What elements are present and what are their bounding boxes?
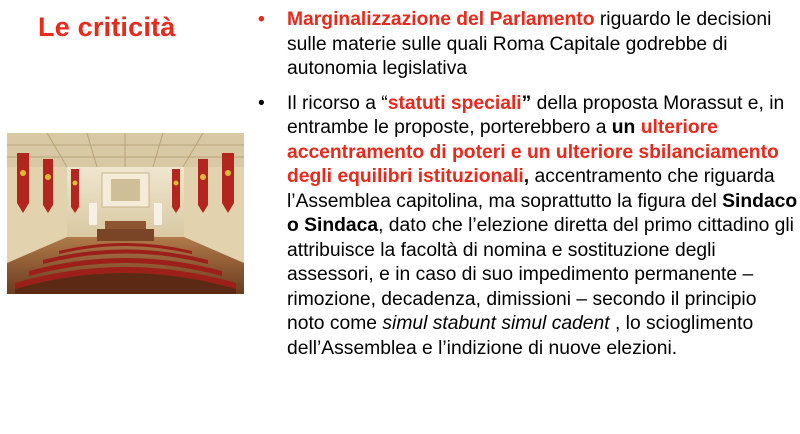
bullet-marker-1: • <box>258 9 265 30</box>
chamber-photo <box>7 133 244 294</box>
bullet-2-italic-latin: simul stabunt simul cadent <box>382 313 610 334</box>
bullet-2-text-2: della proposta Morassut e, in entrambe le proposte, porterebbero a <box>287 92 785 138</box>
bullet-2-text-4: , dato che l’elezione diretta del primo cittadino gli attribuisce la facoltà di nomina e sostituzione degli assessori, e in caso di suo impedimento permanente – rimozione, decadenza, dimissioni – secondo il principio noto come <box>287 215 794 334</box>
bullet-2-text-3: accentramento che riguarda l’Assemblea capitolina, ma soprattutto la figura del <box>287 166 775 212</box>
bullet-1-highlight: Marginalizzazione del Parlamento <box>287 9 595 30</box>
chamber-illustration <box>7 133 244 294</box>
bullet-item-2 <box>258 92 798 362</box>
bullet-2-closing-quote: ” <box>521 92 532 114</box>
bullet-2-text-5: , lo scioglimento dell’Assemblea e l’indizione di nuove elezioni. <box>287 313 754 359</box>
bullet-list <box>258 8 798 361</box>
bullet-2-bold-sindaco: Sindaco o Sindaca <box>287 190 798 236</box>
bullet-2-highlight-accentramento: ulteriore accentramento di poteri e un ulteriore sbilanciamento degli equilibri istituzionali <box>287 117 779 187</box>
bullet-2-highlight-statuti: statuti speciali <box>387 92 522 114</box>
bullet-2-text-1: Il ricorso a “ <box>287 92 388 114</box>
slide-title: Le criticità <box>38 12 176 42</box>
bullet-2-bold-un: un <box>611 117 636 138</box>
bullet-2-comma: , <box>523 166 530 187</box>
bullet-item-1 <box>258 8 798 82</box>
bullet-marker-2: • <box>258 92 265 114</box>
bullet-1-text: riguardo le decisioni sulle materie sulle quali Roma Capitale godrebbe di autonomia legislativa <box>287 9 772 79</box>
